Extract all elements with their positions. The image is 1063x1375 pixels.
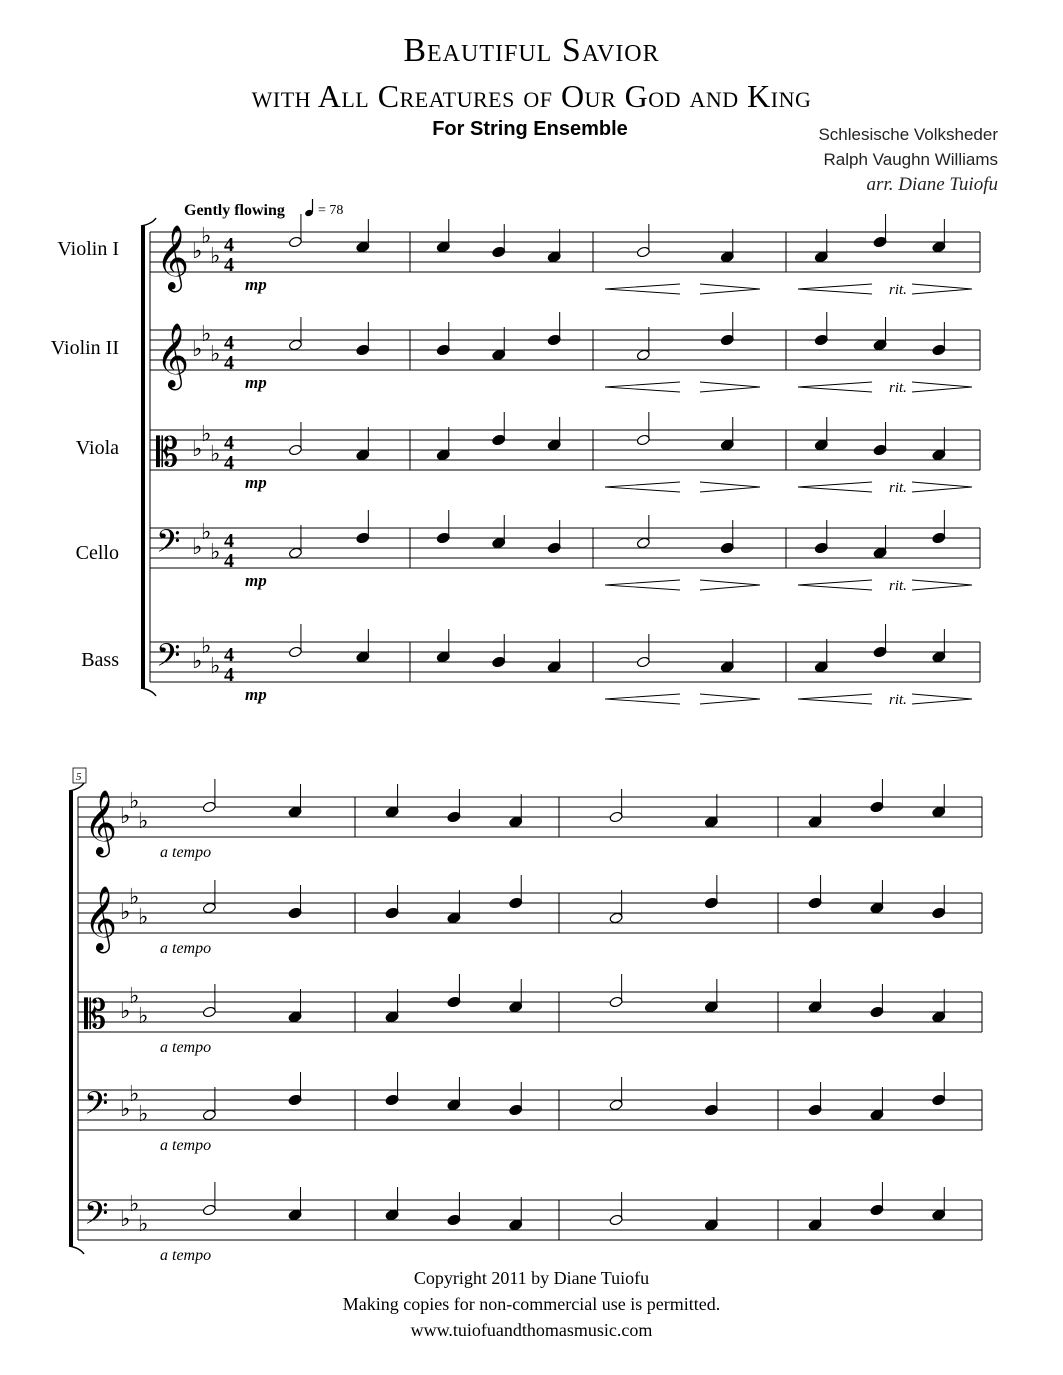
time-signature-top: 4 (224, 530, 234, 552)
note-head (704, 1219, 718, 1231)
time-signature-bottom: 4 (224, 452, 234, 474)
dynamic-marking: mp (245, 373, 267, 392)
flat-icon: ♭ (210, 244, 221, 269)
note-head (704, 1001, 718, 1013)
instrument-label-violin-1: Violin I (57, 238, 119, 260)
a-tempo-marking: a tempo (160, 940, 212, 957)
staff-2-4 (78, 1072, 982, 1154)
note-head (436, 651, 450, 663)
crescendo-hairpin (798, 284, 872, 294)
rit-marking: rit. (889, 282, 907, 298)
note-head (932, 1209, 946, 1221)
credit-composer: Schlesische Volksheder (818, 125, 998, 144)
crescendo-hairpin (605, 694, 680, 704)
note-head (547, 334, 561, 346)
staff-2-3 (78, 974, 982, 1056)
crescendo-hairpin (798, 694, 872, 704)
bass-clef-icon: 𝄢 (156, 523, 181, 567)
flat-icon: ♭ (120, 999, 131, 1024)
flat-icon: ♭ (120, 1207, 131, 1232)
note-head (932, 806, 946, 818)
note-head (202, 1204, 216, 1216)
note-head (202, 801, 216, 813)
flat-icon: ♭ (201, 322, 212, 347)
flat-icon: ♭ (192, 649, 203, 674)
note-head (202, 1006, 216, 1018)
diminuendo-hairpin (700, 284, 760, 294)
note-head (932, 344, 946, 356)
note-head (202, 1109, 216, 1121)
note-head (808, 1219, 822, 1231)
note-head (385, 1209, 399, 1221)
note-head (814, 251, 828, 263)
note-head (720, 661, 734, 673)
diminuendo-hairpin (912, 580, 972, 590)
diminuendo-hairpin (700, 694, 760, 704)
instrument-label-bass: Bass (81, 649, 119, 671)
flat-icon: ♭ (129, 885, 140, 910)
note-head (436, 241, 450, 253)
note-head (509, 1001, 523, 1013)
score-title: Beautiful Savior (403, 32, 660, 69)
flat-icon: ♭ (138, 1212, 149, 1237)
note-head (492, 246, 506, 258)
credit-composer-2: Ralph Vaughn Williams (823, 150, 998, 169)
note-head (932, 651, 946, 663)
measure-number: 5 (76, 771, 82, 783)
flat-icon: ♭ (192, 337, 203, 362)
note-head (436, 532, 450, 544)
note-head (932, 1011, 946, 1023)
note-head (447, 996, 461, 1008)
note-head (356, 651, 370, 663)
note-head (356, 532, 370, 544)
note-head (547, 661, 561, 673)
note-head (356, 241, 370, 253)
bracket-hook-top (141, 218, 156, 226)
note-head (385, 907, 399, 919)
flat-icon: ♭ (120, 804, 131, 829)
note-head (873, 236, 887, 248)
flat-icon: ♭ (138, 809, 149, 834)
note-head (288, 444, 302, 456)
note-head (492, 349, 506, 361)
rit-marking: rit. (889, 692, 907, 708)
note-head (720, 542, 734, 554)
ensemble-label: For String Ensemble (432, 118, 628, 140)
note-head (509, 816, 523, 828)
time-signature-bottom: 4 (224, 664, 234, 686)
note-head (288, 339, 302, 351)
note-head (814, 661, 828, 673)
note-head (720, 439, 734, 451)
dynamic-marking: mp (245, 473, 267, 492)
bracket-hook-bottom (69, 1246, 84, 1254)
note-head (636, 246, 650, 258)
note-head (808, 1001, 822, 1013)
staff-2-5 (78, 1182, 982, 1264)
diminuendo-hairpin (912, 482, 972, 492)
credit-arranger: arr. Diane Tuiofu (866, 174, 998, 195)
note-head (288, 236, 302, 248)
note-head (447, 1214, 461, 1226)
flat-icon: ♭ (120, 1097, 131, 1122)
crescendo-hairpin (605, 482, 680, 492)
note-head (385, 806, 399, 818)
note-head (873, 444, 887, 456)
flat-icon: ♭ (138, 1004, 149, 1029)
note-head (814, 334, 828, 346)
note-head (288, 646, 302, 658)
note-head (436, 344, 450, 356)
diminuendo-hairpin (912, 382, 972, 392)
footer-website: www.tuiofuandthomasmusic.com (410, 1320, 653, 1340)
staff-2-2 (78, 875, 982, 957)
bracket-hook-bottom (141, 688, 156, 696)
staff-system-2 (69, 779, 982, 1264)
note-head (873, 646, 887, 658)
crescendo-hairpin (605, 382, 680, 392)
note-head (870, 902, 884, 914)
diminuendo-hairpin (700, 382, 760, 392)
note-head (492, 656, 506, 668)
note-head (385, 1011, 399, 1023)
time-signature-top: 4 (224, 332, 234, 354)
rit-marking: rit. (889, 380, 907, 396)
footer-permission: Making copies for non-commercial use is permitted. (342, 1294, 721, 1314)
instrument-label-viola: Viola (75, 437, 119, 459)
note-head (288, 1209, 302, 1221)
time-signature-bottom: 4 (224, 254, 234, 276)
note-head (609, 996, 623, 1008)
time-signature-bottom: 4 (224, 352, 234, 374)
treble-clef-icon: 𝄞 (84, 886, 118, 951)
note-head (547, 542, 561, 554)
note-head (288, 1011, 302, 1023)
note-head (932, 449, 946, 461)
note-head (436, 449, 450, 461)
note-head (720, 334, 734, 346)
note-head (870, 1204, 884, 1216)
note-head (636, 537, 650, 549)
flat-icon: ♭ (138, 905, 149, 930)
time-signature-bottom: 4 (224, 550, 234, 572)
note-head (356, 449, 370, 461)
diminuendo-hairpin (700, 580, 760, 590)
staff-2-1 (78, 779, 982, 861)
note-head (636, 656, 650, 668)
footer-copyright: Copyright 2011 by Diane Tuiofu (413, 1268, 650, 1288)
flat-icon: ♭ (192, 535, 203, 560)
note-head (492, 537, 506, 549)
alto-clef-icon: 𝄡 (156, 430, 179, 476)
note-head (492, 434, 506, 446)
flat-icon: ♭ (192, 239, 203, 264)
time-signature-top: 4 (224, 234, 234, 256)
note-head (870, 1006, 884, 1018)
treble-clef-icon: 𝄞 (156, 323, 190, 388)
note-head (932, 907, 946, 919)
flat-icon: ♭ (201, 520, 212, 545)
time-signature-top: 4 (224, 432, 234, 454)
tempo-bpm: = 78 (318, 203, 344, 218)
note-head (932, 241, 946, 253)
note-head (932, 532, 946, 544)
treble-clef-icon: 𝄞 (156, 225, 190, 290)
crescendo-hairpin (605, 580, 680, 590)
bass-clef-icon: 𝄢 (84, 1085, 109, 1129)
diminuendo-hairpin (700, 482, 760, 492)
note-head (385, 1094, 399, 1106)
dynamic-marking: mp (245, 275, 267, 294)
note-head (873, 547, 887, 559)
note-head (288, 1094, 302, 1106)
note-head (636, 434, 650, 446)
note-head (808, 1104, 822, 1116)
flat-icon: ♭ (129, 789, 140, 814)
instrument-label-violin-2: Violin II (50, 337, 119, 359)
crescendo-hairpin (798, 482, 872, 492)
note-head (609, 811, 623, 823)
note-head (288, 806, 302, 818)
note-head (814, 439, 828, 451)
note-head (704, 1104, 718, 1116)
flat-icon: ♭ (129, 1082, 140, 1107)
note-head (704, 816, 718, 828)
note-head (609, 1214, 623, 1226)
note-head (447, 912, 461, 924)
note-head (704, 897, 718, 909)
note-head (808, 897, 822, 909)
note-head (932, 1094, 946, 1106)
note-head (288, 907, 302, 919)
flat-icon: ♭ (129, 1192, 140, 1217)
staff-1-4 (150, 510, 980, 594)
flat-icon: ♭ (138, 1102, 149, 1127)
rit-marking: rit. (889, 480, 907, 496)
flat-icon: ♭ (201, 422, 212, 447)
note-head (808, 816, 822, 828)
note-head (547, 439, 561, 451)
dynamic-marking: mp (245, 571, 267, 590)
dynamic-marking: mp (245, 685, 267, 704)
note-head (202, 902, 216, 914)
a-tempo-marking: a tempo (160, 844, 212, 861)
note-head (870, 801, 884, 813)
flat-icon: ♭ (210, 442, 221, 467)
a-tempo-marking: a tempo (160, 1247, 212, 1264)
bracket-hook-top (69, 783, 84, 791)
flat-icon: ♭ (129, 984, 140, 1009)
staff-1-1 (150, 214, 980, 298)
note-head (509, 897, 523, 909)
note-head (509, 1219, 523, 1231)
note-head (356, 344, 370, 356)
bass-clef-icon: 𝄢 (84, 1195, 109, 1239)
note-head (609, 912, 623, 924)
note-head (814, 542, 828, 554)
time-signature-top: 4 (224, 644, 234, 666)
diminuendo-hairpin (912, 694, 972, 704)
diminuendo-hairpin (912, 284, 972, 294)
flat-icon: ♭ (201, 224, 212, 249)
crescendo-hairpin (798, 580, 872, 590)
treble-clef-icon: 𝄞 (84, 790, 118, 855)
note-head (720, 251, 734, 263)
alto-clef-icon: 𝄡 (84, 992, 107, 1038)
flat-icon: ♭ (201, 634, 212, 659)
staff-1-3 (150, 412, 980, 496)
flat-icon: ♭ (210, 342, 221, 367)
staff-1-5 (150, 624, 980, 708)
note-head (288, 547, 302, 559)
instrument-label-cello: Cello (75, 542, 119, 564)
a-tempo-marking: a tempo (160, 1039, 212, 1056)
crescendo-hairpin (605, 284, 680, 294)
staff-system-1 (141, 214, 980, 708)
a-tempo-marking: a tempo (160, 1137, 212, 1154)
note-head (447, 811, 461, 823)
crescendo-hairpin (798, 382, 872, 392)
note-head (873, 339, 887, 351)
rit-marking: rit. (889, 578, 907, 594)
score-subtitle: with All Creatures of Our God and King (251, 78, 812, 114)
note-head (509, 1104, 523, 1116)
note-head (547, 251, 561, 263)
staff-1-2 (150, 312, 980, 396)
tempo-note-icon (304, 199, 314, 217)
flat-icon: ♭ (210, 540, 221, 565)
bass-clef-icon: 𝄢 (156, 637, 181, 681)
note-head (609, 1099, 623, 1111)
tempo-text: Gently flowing (184, 202, 285, 219)
note-head (636, 349, 650, 361)
note-head (870, 1109, 884, 1121)
flat-icon: ♭ (120, 900, 131, 925)
flat-icon: ♭ (210, 654, 221, 679)
note-head (447, 1099, 461, 1111)
flat-icon: ♭ (192, 437, 203, 462)
